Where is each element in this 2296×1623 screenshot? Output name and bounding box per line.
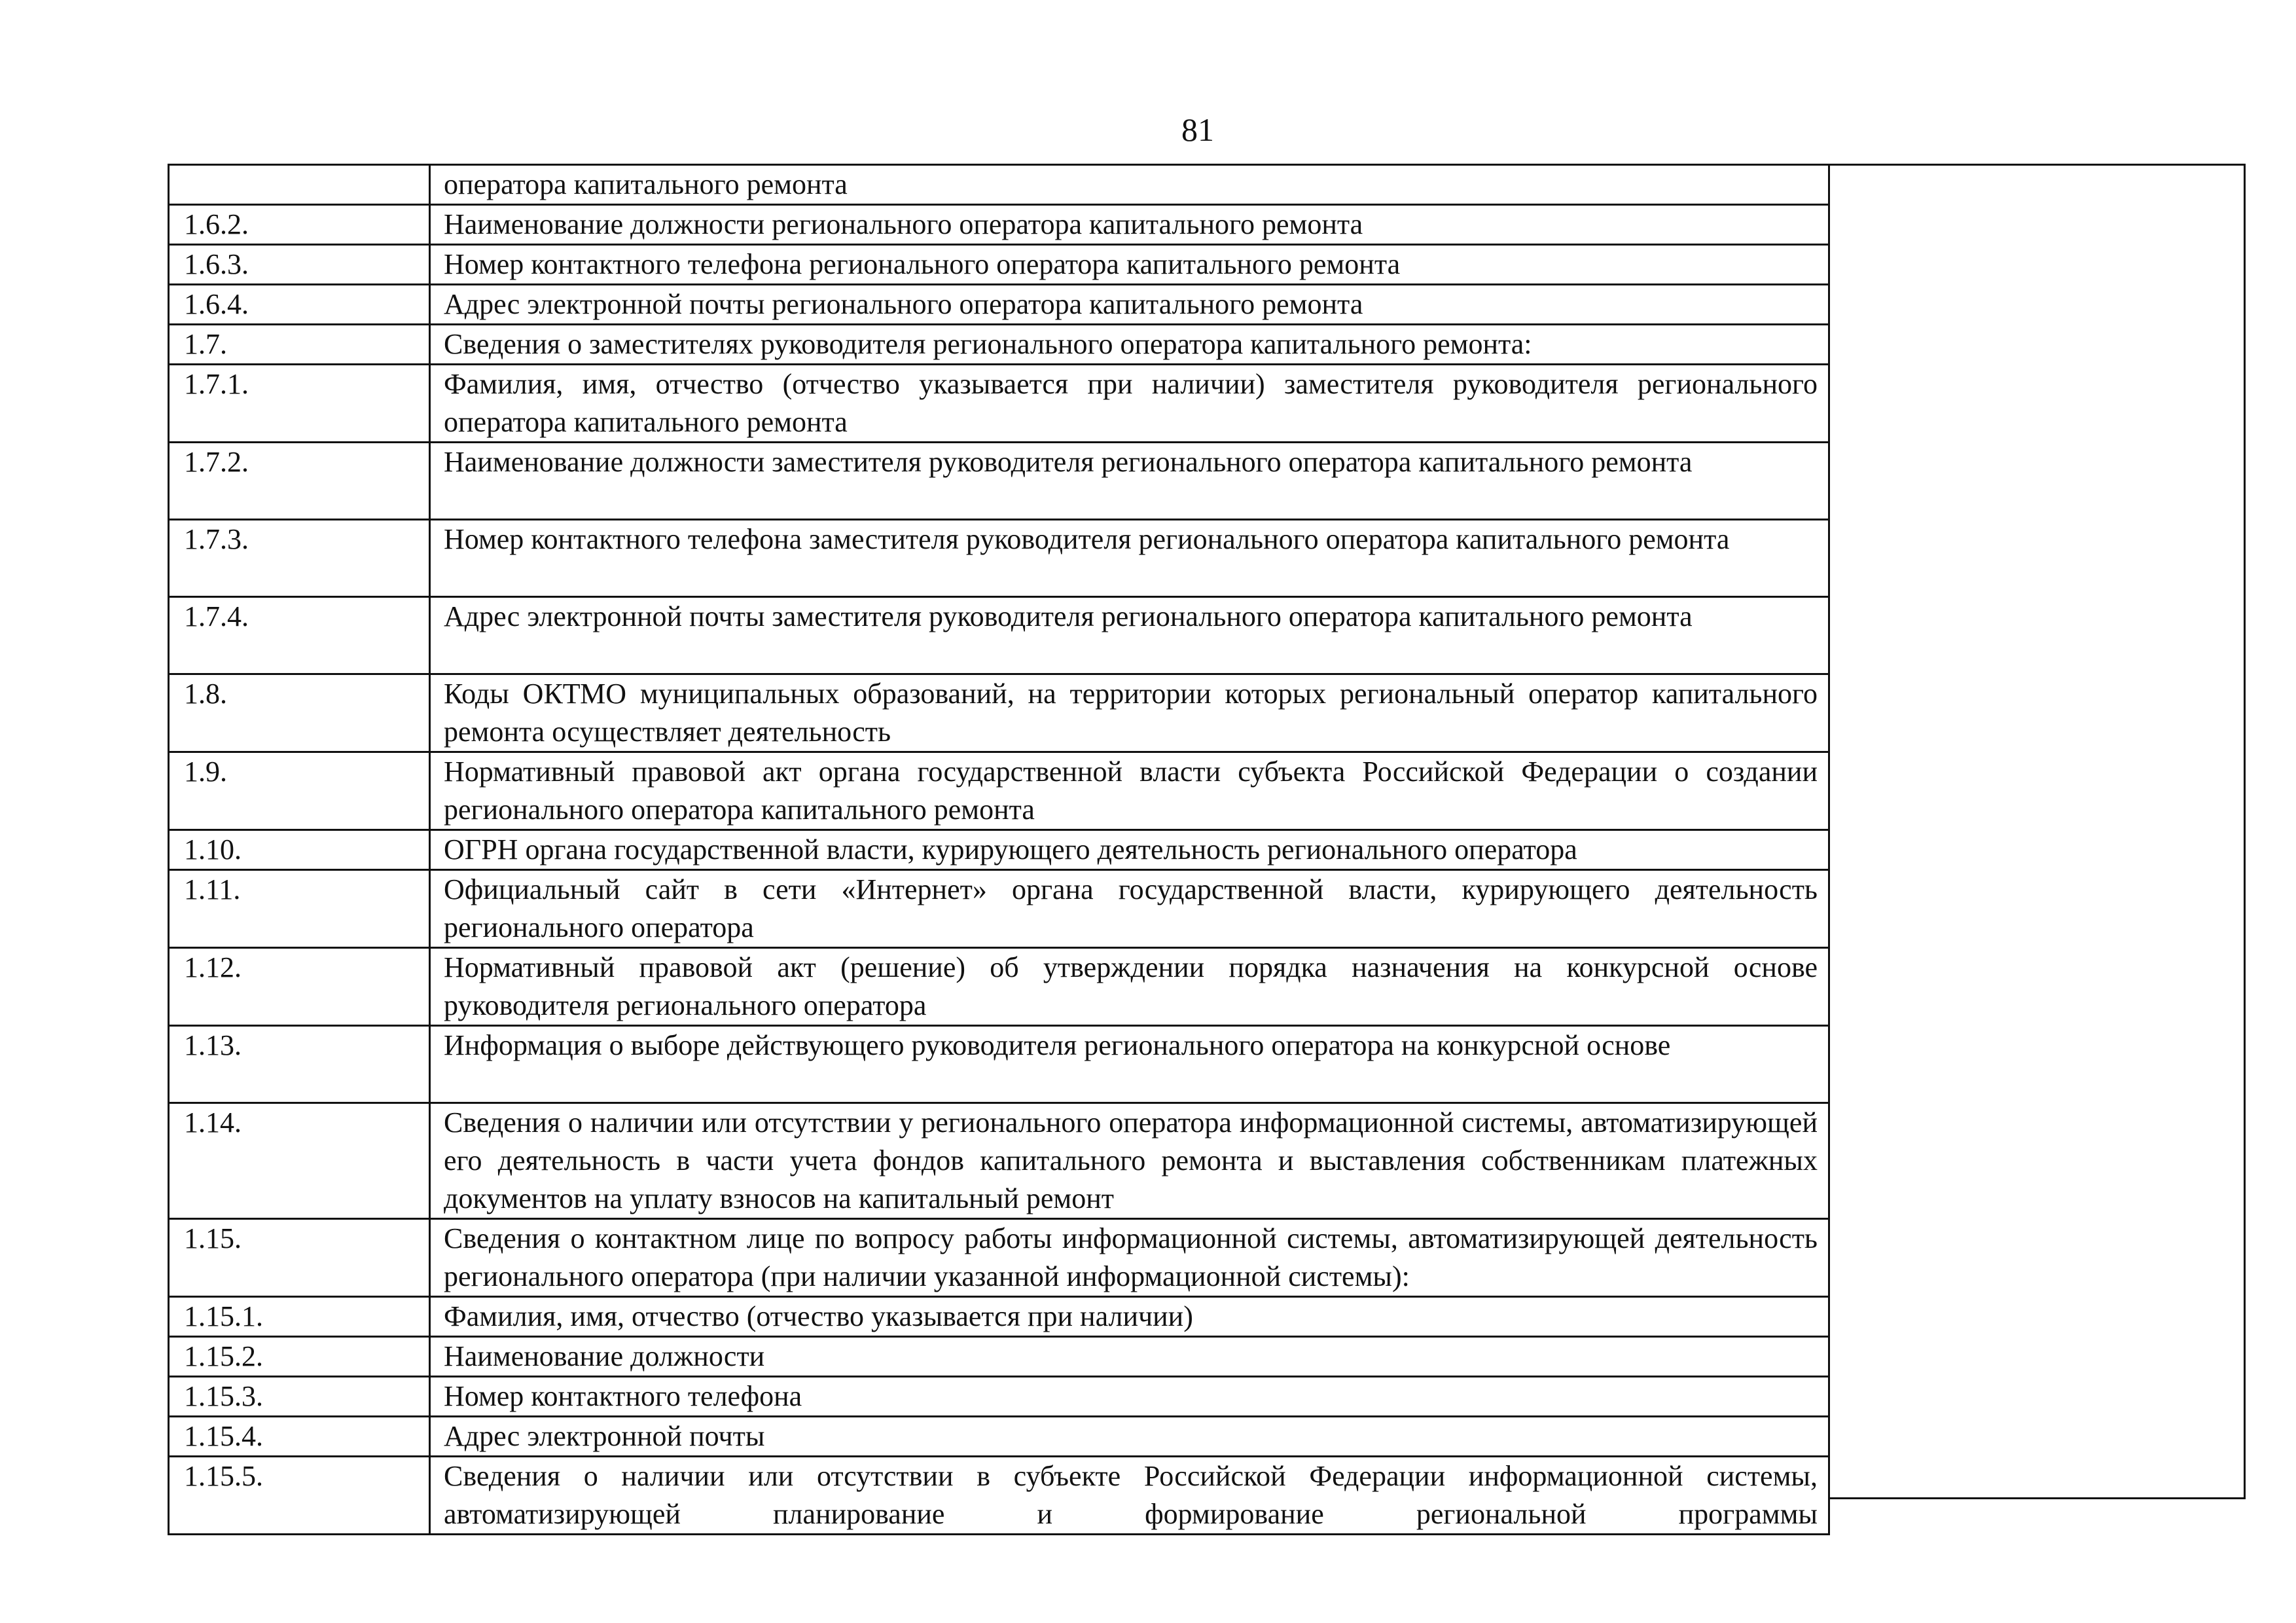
- table-row: [169, 1337, 1829, 1377]
- table-row: [169, 1457, 1829, 1535]
- registry-table: [168, 164, 1830, 1535]
- table-row: [169, 520, 1829, 597]
- row-number: 1.11.: [169, 870, 430, 948]
- row-number: 1.12.: [169, 948, 430, 1026]
- table-row: [169, 165, 1829, 205]
- table-row: [169, 1377, 1829, 1417]
- row-text: Номер контактного телефона регионального оператора капитального ремонта: [430, 245, 1829, 285]
- row-text: Официальный сайт в сети «Интернет» органа государственной власти, курирующего деятельность регионального оператора: [430, 870, 1829, 948]
- row-number: 1.15.: [169, 1219, 430, 1297]
- table-row: [169, 948, 1829, 1026]
- table-row: [169, 1219, 1829, 1297]
- table-row: [169, 597, 1829, 674]
- row-text: Коды ОКТМО муниципальных образований, на территории которых региональный оператор капитального ремонта осуществляет деятельность: [430, 674, 1829, 752]
- table-row: [169, 365, 1829, 443]
- row-text: Номер контактного телефона заместителя руководителя регионального оператора капитального ремонта: [430, 520, 1829, 597]
- row-text: Фамилия, имя, отчество (отчество указывается при наличии) заместителя руководителя регионального оператора капитального ремонта: [430, 365, 1829, 443]
- row-text: Наименование должности заместителя руководителя регионального оператора капитального ремонта: [430, 443, 1829, 520]
- row-number: 1.8.: [169, 674, 430, 752]
- row-number: 1.9.: [169, 752, 430, 830]
- row-number: 1.10.: [169, 830, 430, 870]
- table-row: [169, 1026, 1829, 1103]
- row-number: 1.14.: [169, 1103, 430, 1219]
- table-row: [169, 245, 1829, 285]
- row-text: Нормативный правовой акт органа государственной власти субъекта Российской Федерации о создании регионального оператора капитального ремонта: [430, 752, 1829, 830]
- table-row: [169, 870, 1829, 948]
- row-text: Сведения о наличии или отсутствии в субъекте Российской Федерации информационной системы, автоматизирующей планирование и формирование региональной программы: [430, 1457, 1829, 1535]
- row-number: 1.7.1.: [169, 365, 430, 443]
- row-text: Номер контактного телефона: [430, 1377, 1829, 1417]
- row-number: 1.7.2.: [169, 443, 430, 520]
- row-number: 1.15.3.: [169, 1377, 430, 1417]
- table-row: [169, 1103, 1829, 1219]
- row-text: Наименование должности регионального оператора капитального ремонта: [430, 205, 1829, 245]
- table-row: [169, 1417, 1829, 1457]
- right-column-frame: [1829, 164, 2246, 1499]
- row-text: Информация о выборе действующего руководителя регионального оператора на конкурсной основе: [430, 1026, 1829, 1103]
- table-row: [169, 285, 1829, 325]
- table-row: [169, 674, 1829, 752]
- table-row: [169, 325, 1829, 365]
- row-text: ОГРН органа государственной власти, курирующего деятельность регионального оператора: [430, 830, 1829, 870]
- row-number: 1.15.2.: [169, 1337, 430, 1377]
- row-number: 1.15.5.: [169, 1457, 430, 1535]
- table-row: [169, 205, 1829, 245]
- row-text: Наименование должности: [430, 1337, 1829, 1377]
- row-text: Сведения о наличии или отсутствии у регионального оператора информационной системы, автоматизирующей его деятельность в части учета фондов капитального ремонта и выставления собственникам платежных документов на уплату взносов на капитальный ремонт: [430, 1103, 1829, 1219]
- row-number: 1.6.2.: [169, 205, 430, 245]
- row-number: [169, 165, 430, 205]
- page-number: 81: [1181, 111, 1214, 148]
- table-row: [169, 443, 1829, 520]
- row-text: оператора капитального ремонта: [430, 165, 1829, 205]
- row-number: 1.7.4.: [169, 597, 430, 674]
- row-text: Нормативный правовой акт (решение) об утверждении порядка назначения на конкурсной основе руководителя регионального оператора: [430, 948, 1829, 1026]
- row-text: Адрес электронной почты регионального оператора капитального ремонта: [430, 285, 1829, 325]
- row-text: Адрес электронной почты: [430, 1417, 1829, 1457]
- row-text: Фамилия, имя, отчество (отчество указывается при наличии): [430, 1297, 1829, 1337]
- row-text: Сведения о контактном лице по вопросу работы информационной системы, автоматизирующей деятельность регионального оператора (при наличии указанной информационной системы):: [430, 1219, 1829, 1297]
- row-number: 1.13.: [169, 1026, 430, 1103]
- row-text: Адрес электронной почты заместителя руководителя регионального оператора капитального ремонта: [430, 597, 1829, 674]
- row-number: 1.15.4.: [169, 1417, 430, 1457]
- row-number: 1.15.1.: [169, 1297, 430, 1337]
- table-row: [169, 1297, 1829, 1337]
- table-row: [169, 830, 1829, 870]
- row-number: 1.6.3.: [169, 245, 430, 285]
- table-row: [169, 752, 1829, 830]
- row-number: 1.7.: [169, 325, 430, 365]
- row-number: 1.6.4.: [169, 285, 430, 325]
- row-number: 1.7.3.: [169, 520, 430, 597]
- row-text: Сведения о заместителях руководителя регионального оператора капитального ремонта:: [430, 325, 1829, 365]
